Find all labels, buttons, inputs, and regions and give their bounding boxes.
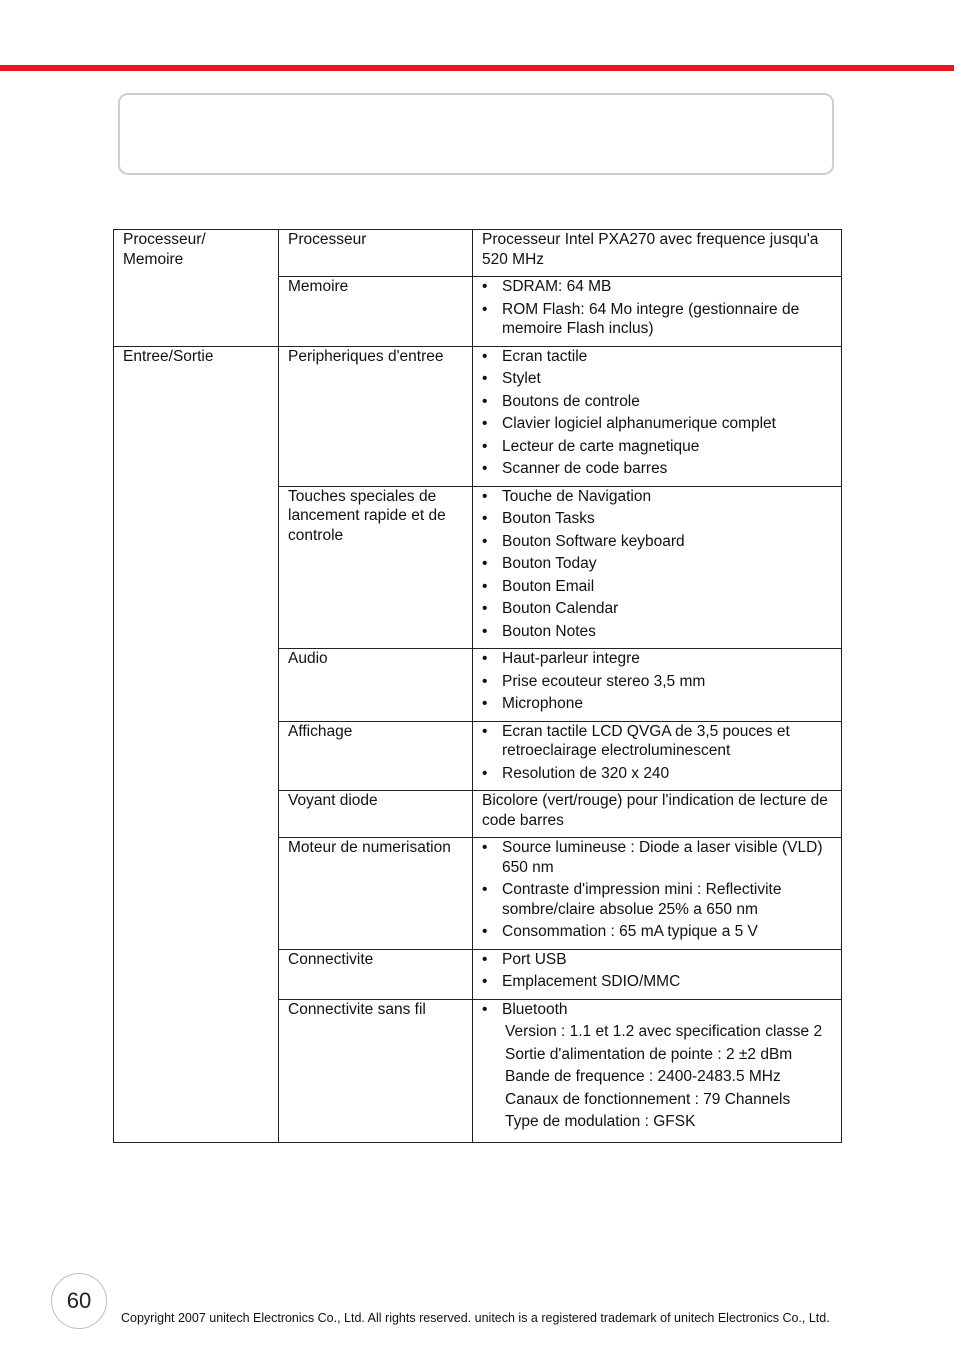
spec-label: Connectivite sans fil [279, 999, 473, 1142]
bullet-list [482, 950, 833, 992]
list-item: • Bouton Email [482, 577, 833, 597]
spec-value [473, 949, 842, 999]
table-row [114, 230, 842, 277]
bluetooth-details [482, 1022, 833, 1132]
list-item: • Contraste d'impression mini : Reflectivite sombre/claire absolue 25% a 650 nm [482, 880, 833, 919]
spec-value [473, 649, 842, 722]
spec-label: Processeur [279, 230, 473, 277]
detail-line: Sortie d'alimentation de pointe : 2 ±2 dBm [505, 1045, 793, 1063]
table-row [114, 346, 842, 486]
list-item: • ROM Flash: 64 Mo integre (gestionnaire de memoire Flash inclus) [482, 300, 833, 339]
list-item: • Scanner de code barres [482, 459, 833, 479]
list-item: • Touche de Navigation [482, 487, 833, 507]
spec-value: Bicolore (vert/rouge) pour l'indication de lecture de code barres [473, 791, 842, 838]
list-item: • Clavier logiciel alphanumerique complet [482, 414, 833, 434]
list-item: • SDRAM: 64 MB [482, 277, 833, 297]
list-item: • Resolution de 320 x 240 [482, 764, 833, 784]
bullet-list [482, 487, 833, 642]
list-item: • Source lumineuse : Diode a laser visible (VLD) 650 nm [482, 838, 833, 877]
detail-line: Type de modulation : GFSK [505, 1113, 696, 1130]
list-item: • Consommation : 65 mA typique a 5 V [482, 922, 833, 942]
category-cell: Processeur/ Memoire [114, 230, 279, 347]
spec-value [473, 721, 842, 791]
detail-line: Canaux de fonctionnement : 79 Channels [505, 1090, 791, 1108]
page-number: 60 [51, 1273, 107, 1329]
spec-label: Voyant diode [279, 791, 473, 838]
list-item: • Bouton Tasks [482, 509, 833, 529]
list-item: • Boutons de controle [482, 392, 833, 412]
detail-line: Bande de frequence : 2400-2483.5 MHz [505, 1068, 781, 1085]
spec-value: Processeur Intel PXA270 avec frequence jusqu'a 520 MHz [473, 230, 842, 277]
list-item: • Ecran tactile LCD QVGA de 3,5 pouces et retroeclairage electroluminescent [482, 722, 833, 761]
spec-label: Moteur de numerisation [279, 838, 473, 950]
copyright-notice: Copyright 2007 unitech Electronics Co., Ltd. All rights reserved. unitech is a registered trademark of unitech Electronics Co., Ltd. [121, 1311, 830, 1325]
bullet-list [482, 722, 833, 784]
spec-label: Audio [279, 649, 473, 722]
list-item: • Emplacement SDIO/MMC [482, 972, 833, 992]
spec-value [473, 277, 842, 347]
list-item: • Ecran tactile [482, 347, 833, 367]
spec-value [473, 346, 842, 486]
spec-value [473, 999, 842, 1142]
bullet-list [482, 347, 833, 479]
detail-line: Version : 1.1 et 1.2 avec specification classe 2 [505, 1023, 823, 1040]
bullet-list [482, 838, 833, 942]
list-item: • Bouton Software keyboard [482, 532, 833, 552]
list-item: • Port USB [482, 950, 833, 970]
spec-label: Peripheriques d'entree [279, 346, 473, 486]
bullet-list [482, 649, 833, 714]
spec-value [473, 838, 842, 950]
list-item: • Stylet [482, 369, 833, 389]
list-item: • Lecteur de carte magnetique [482, 437, 833, 457]
spec-label: Affichage [279, 721, 473, 791]
list-item: • Bouton Calendar [482, 599, 833, 619]
list-item: • Bluetooth [482, 1000, 833, 1020]
list-item: • Bouton Notes [482, 622, 833, 642]
list-item: • Microphone [482, 694, 833, 714]
list-item: • Bouton Today [482, 554, 833, 574]
section-title-box [118, 93, 834, 175]
spec-label: Connectivite [279, 949, 473, 999]
specifications-table [113, 229, 842, 1143]
list-item: • Haut-parleur integre [482, 649, 833, 669]
spec-label: Memoire [279, 277, 473, 347]
spec-label: Touches speciales de lancement rapide et de controle [279, 486, 473, 649]
category-cell: Entree/Sortie [114, 346, 279, 1142]
bullet-list [482, 1000, 833, 1020]
list-item: • Prise ecouteur stereo 3,5 mm [482, 672, 833, 692]
header-accent-bar [0, 65, 954, 71]
spec-value [473, 486, 842, 649]
bullet-list [482, 277, 833, 339]
